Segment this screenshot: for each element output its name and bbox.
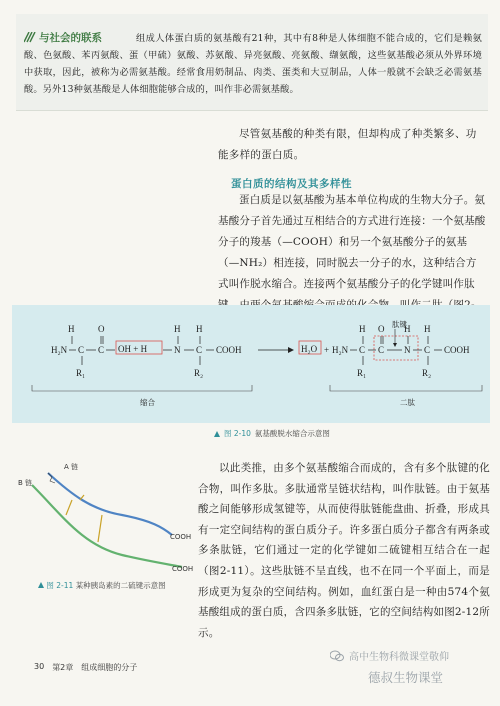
caption-text: 某种胰岛素的二硫键示意图 xyxy=(75,581,166,590)
o-atom: O xyxy=(98,324,105,334)
insulin-chain-diagram xyxy=(12,455,202,580)
caption-number: 图 2-11 xyxy=(46,581,74,590)
svg-text:H: H xyxy=(404,324,411,334)
chain-b-end: COOH xyxy=(172,565,194,573)
paragraph-intro: 尽管氨基酸的种类有限，但却构成了种类繁多、功能多样的蛋白质。 xyxy=(218,128,477,161)
watermark xyxy=(330,648,500,696)
caption-triangle-icon xyxy=(214,431,220,437)
cooh-group: COOH xyxy=(216,345,242,355)
box-paragraph: 组成人体蛋白质的氨基酸有21种，其中有8种是人体细胞不能合成的，它们是赖氨酸、色氨酸、苯丙氨酸、蛋（甲硫）氨酸、苏氨酸、异亮氨酸、亮氨酸、缬氨酸，这些氨基酸必须从外界环境中获取，因此，被称为必需氨基酸。经常食用奶制品、肉类、蛋类和大豆制品，人体一般就不会缺乏必需氨基酸。另外13种氨基酸是人体细胞能够合成的，叫作非必需氨基酸。 xyxy=(24,33,482,95)
carboxyl-carbon: C xyxy=(98,345,105,355)
removed-water-part: OH + H xyxy=(118,344,148,354)
watermark-line2: 德叔生物课堂 xyxy=(368,670,444,685)
n-atom: N xyxy=(174,345,181,355)
figure-dehydration-condensation xyxy=(12,305,490,423)
svg-text:O: O xyxy=(378,324,385,334)
svg-text:N: N xyxy=(404,345,411,355)
paragraph-polypeptide: 以此类推，由多个氨基酸缩合而成的，含有多个肽键的化合物，叫作多肽。多肽通常呈链状结构，叫作肽链。由于氨基酸之间能够形成氢键等，从而使得肽链能盘曲、折叠，形成具有一定空间结构的蛋白质分子。许多蛋白质分子都含有两条或多条肽链，它们通过一定的化学键如二硫键相互结合在一起（图2-11）。这些肽链不呈直线，也不在同一个平面上，而是形成更为复杂的空间结构。例如，血红蛋白是一种由574个氨基酸组成的蛋白质，含四条多肽链，它的空间结构如图2-12所示。 xyxy=(198,462,490,639)
label-dipeptide: 二肽 xyxy=(400,398,415,407)
watermark-line1: 高中生物科微课堂敬仰 xyxy=(349,652,449,663)
svg-text:C: C xyxy=(359,345,366,355)
heading-text: 与社会的联系 xyxy=(39,32,102,44)
svg-text:C: C xyxy=(196,345,203,355)
caption-text: 氨基酸脱水缩合示意图 xyxy=(254,429,330,438)
r2-group: R₂ xyxy=(194,368,204,378)
label-condensation: 缩合 xyxy=(140,398,155,407)
svg-text:H: H xyxy=(359,324,366,334)
wechat-icon xyxy=(330,650,344,662)
page-footer xyxy=(34,662,137,673)
svg-text:C: C xyxy=(378,345,385,355)
svg-text:H₂N: H₂N xyxy=(332,345,349,355)
peptide-bond-label: 肽键 xyxy=(392,320,407,329)
svg-text:H: H xyxy=(196,324,203,334)
h-atom: H xyxy=(68,324,75,334)
svg-text:R₁: R₁ xyxy=(357,368,367,378)
svg-text:R₂: R₂ xyxy=(422,368,432,378)
caption-triangle-icon xyxy=(38,582,44,588)
paragraph-structure: 蛋白质是以氨基酸为基本单位构成的生物大分子。氨基酸分子首先通过互相结合的方式进行连接：一个氨基酸分子的羧基（—COOH）和另一个氨基酸分子的氨基（—NH₂）相连接，同时脱去一分子的水，这种结合方式叫作脱水缩合。连接两个氨基酸分子的化学键叫作肽 xyxy=(218,194,486,290)
figure1-caption xyxy=(214,428,330,439)
svg-text:C: C xyxy=(424,345,431,355)
amino-group: H₂N xyxy=(51,345,68,355)
caption-number: 图 2-10 xyxy=(224,429,251,438)
chain-b-label: B 链 xyxy=(18,479,33,487)
chain-a-label: A 链 xyxy=(64,463,79,471)
alpha-carbon: C xyxy=(78,345,85,355)
section-title: 蛋白质的结构及其多样性 xyxy=(231,178,352,190)
chapter-number: 第2章 xyxy=(52,663,74,672)
figure2-caption xyxy=(38,580,178,591)
svg-text:COOH: COOH xyxy=(444,345,470,355)
water: H₂O xyxy=(301,344,318,354)
chapter-title: 组成细胞的分子 xyxy=(81,663,138,672)
reaction-diagram xyxy=(12,305,490,423)
svg-text:H: H xyxy=(424,324,431,334)
r1-group: R₁ xyxy=(76,368,86,378)
figure-insulin-disulfide xyxy=(12,455,202,580)
society-connection-box xyxy=(16,14,488,111)
svg-text:H: H xyxy=(174,324,181,334)
svg-text:+: + xyxy=(324,345,330,355)
page-number: 30 xyxy=(34,662,45,671)
chain-a-end: COOH xyxy=(170,533,192,541)
